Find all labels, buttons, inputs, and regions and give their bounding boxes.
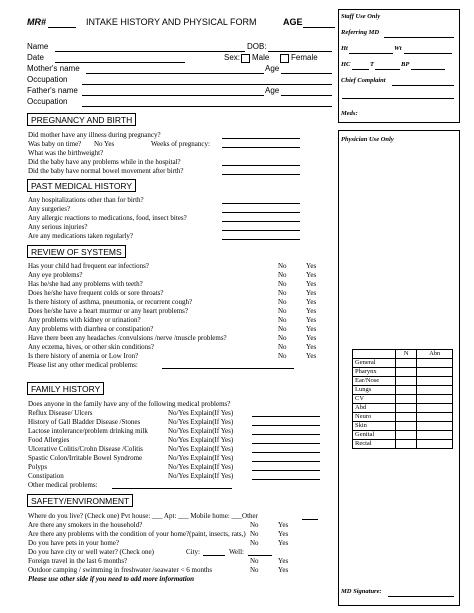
ros-heading: REVIEW OF SYSTEMS [27,245,126,258]
exam-abn-cell[interactable] [417,377,453,386]
ros-no-option[interactable]: No [278,271,287,279]
male-label: Male [252,53,270,62]
bp-field[interactable] [411,69,445,70]
exam-header-row [353,350,453,359]
safety-no-option[interactable]: No [250,539,259,547]
exam-row [353,359,453,368]
exam-n-cell[interactable] [396,386,417,395]
family-explain-field[interactable] [252,452,320,453]
safety-q3: Are there any problems with the condition of your home?(paint, insects, rats,) [28,530,246,538]
t-field[interactable] [375,69,400,70]
exam-header-abn: Abn [417,350,453,359]
ros-question: Is there history of asthma, pneumonia, or recurrent cough? [28,298,193,306]
safety-q6: Foreign travel in the last 6 months? [28,557,128,565]
family-explain-field[interactable] [252,470,320,471]
exam-row [353,377,453,386]
ros-other-label: Please list any other medical problems: [28,361,138,369]
father-age-field[interactable] [281,95,332,96]
exam-row [353,440,453,449]
safety-no-option[interactable]: No [250,530,259,538]
date-field[interactable] [55,62,185,63]
safety-yes-option[interactable]: Yes [278,557,289,565]
family-item-label: Polyps [28,463,48,471]
ros-question: Any eye problems? [28,271,83,279]
exam-abn-cell[interactable] [417,395,453,404]
family-explain-field[interactable] [252,443,320,444]
exam-n-cell[interactable] [396,377,417,386]
staff-use-box [338,9,460,123]
mother-occupation-field[interactable] [82,84,332,85]
family-item-label: Food Allergies [28,436,70,444]
pmh-q5-field[interactable] [222,239,300,240]
ros-yes-option[interactable]: Yes [306,343,317,351]
pregnancy-weeks-field[interactable] [222,147,300,148]
exam-abn-cell[interactable] [417,431,453,440]
date-label: Date [27,53,44,62]
pmh-q4-field[interactable] [222,230,300,231]
exam-row-label: Rectal [353,440,396,449]
father-age-label: Age [265,86,280,95]
pregnancy-q3: What was the birthweight? [28,149,104,157]
pregnancy-weeks-label: Weeks of pregnancy: [151,140,210,148]
family-explain-field[interactable] [252,479,320,480]
exam-n-cell[interactable] [396,404,417,413]
exam-row [353,395,453,404]
safety-no-option[interactable]: No [250,557,259,565]
ros-yes-option[interactable]: Yes [306,352,317,360]
referring-md-label: Referring MD [341,29,380,36]
female-checkbox[interactable] [280,54,289,63]
safety-q4: Do you have pets in your home? [28,539,119,547]
exam-row-label: Genital [353,431,396,440]
family-explain-field[interactable] [252,434,320,435]
ros-yes-option[interactable]: Yes [306,271,317,279]
meds-label: Meds: [341,110,358,117]
ros-no-option[interactable]: No [278,343,287,351]
pregnancy-q2-options[interactable]: No Yes [94,140,115,148]
md-signature-label: MD Signature: [341,588,382,595]
exam-n-cell[interactable] [396,395,417,404]
family-explain-field[interactable] [252,461,320,462]
dob-label: DOB: [247,42,267,51]
sex-label: Sex: [224,53,241,62]
ros-no-option[interactable]: No [278,352,287,360]
safety-yes-option[interactable]: Yes [278,539,289,547]
exam-abn-cell[interactable] [417,404,453,413]
safety-no-option[interactable]: No [250,521,259,529]
t-label: T [370,61,374,68]
wt-label: Wt [394,45,402,52]
family-item-label: Reflux Disease/ Ulcers [28,409,93,417]
ros-no-option[interactable]: No [278,298,287,306]
form-title: INTAKE HISTORY AND PHYSICAL FORM [86,17,257,27]
safety-q7: Outdoor camping / swimming in freshwater /seawater < 6 months [28,566,213,574]
footer-note: Please use other side if you need to add more information [28,575,195,583]
mr-field[interactable] [48,27,76,28]
father-occupation-field[interactable] [82,106,332,107]
safety-city-field[interactable] [203,555,225,556]
age-field[interactable] [303,27,335,28]
ros-question: Any problems with diarrhea or constipation? [28,325,154,333]
pmh-q1-field[interactable] [222,203,300,204]
family-heading: FAMILY HISTORY [27,382,104,395]
exam-abn-cell[interactable] [417,440,453,449]
wt-field[interactable] [404,53,452,54]
safety-other-field[interactable] [302,519,318,520]
pmh-q2: Any surgeries? [28,205,71,213]
pregnancy-q5: Did the baby have normal bowel movement after birth? [28,167,184,175]
ros-no-option[interactable]: No [278,316,287,324]
mothers-name-field[interactable] [86,73,264,74]
pmh-q1: Any hospitalizations other than for birth? [28,196,144,204]
ros-no-option[interactable]: No [278,307,287,315]
pmh-q2-field[interactable] [222,212,300,213]
dob-field[interactable] [268,51,332,52]
family-intro: Does anyone in the family have any of the following medical problems? [28,400,231,408]
ros-yes-option[interactable]: Yes [306,325,317,333]
ros-yes-option[interactable]: Yes [306,262,317,270]
exam-n-cell[interactable] [396,368,417,377]
pmh-q4: Any serious injuries? [28,223,88,231]
family-item-label: Ulcerative Colitis/Crohn Disease /Colitis [28,445,143,453]
safety-well-field[interactable] [248,555,272,556]
exam-row-label: Abd [353,404,396,413]
exam-abn-cell[interactable] [417,359,453,368]
ros-question: Has your child had frequent ear infections? [28,262,149,270]
family-item-answer[interactable]: No/Yes Explain(If Yes) [168,463,234,471]
exam-row [353,386,453,395]
family-item-label: Lactose intolerance/problem drinking milk [28,427,148,435]
name-label: Name [27,42,49,51]
ros-no-option[interactable]: No [278,334,287,342]
exam-header-blank [353,350,396,359]
ht-field[interactable] [349,53,393,54]
family-item-answer[interactable]: No/Yes Explain(If Yes) [168,418,234,426]
pmh-heading: PAST MEDICAL HISTORY [27,179,136,192]
exam-row-label: Lungs [353,386,396,395]
ros-yes-option[interactable]: Yes [306,316,317,324]
family-item-answer[interactable]: No/Yes Explain(If Yes) [168,472,234,480]
mother-age-field[interactable] [281,73,332,74]
safety-well-label: Well: [229,548,244,556]
ros-yes-option[interactable]: Yes [306,289,317,297]
safety-heading: SAFETY/ENVIRONMENT [27,494,133,507]
exam-row [353,368,453,377]
safety-yes-option[interactable]: Yes [278,566,289,574]
fathers-name-label: Father's name [27,86,78,95]
exam-n-cell[interactable] [396,413,417,422]
exam-n-cell[interactable] [396,359,417,368]
ros-yes-option[interactable]: Yes [306,280,317,288]
ros-question: Does he/she have frequent colds or sore throats? [28,289,164,297]
ros-question: Any problems with kidney or urination? [28,316,141,324]
ros-no-option[interactable]: No [278,280,287,288]
safety-yes-option[interactable]: Yes [278,530,289,538]
mr-label: MR# [27,17,47,27]
safety-no-option[interactable]: No [250,566,259,574]
ros-no-option[interactable]: No [278,262,287,270]
exam-row [353,422,453,431]
family-item-label: History of Gall Bladder Disease /Stones [28,418,141,426]
family-other-field[interactable] [112,488,232,489]
male-checkbox[interactable] [241,54,250,63]
ros-no-option[interactable]: No [278,325,287,333]
exam-n-cell[interactable] [396,440,417,449]
exam-row [353,404,453,413]
mother-age-label: Age [265,64,280,73]
exam-n-cell[interactable] [396,422,417,431]
name-field[interactable] [55,51,245,52]
exam-row-label: Skin [353,422,396,431]
ros-question: Any eczema, hives, or other skin conditions? [28,343,154,351]
chief-complaint-label: Chief Complaint [341,77,386,84]
exam-n-cell[interactable] [396,431,417,440]
exam-row [353,413,453,422]
chief-complaint-field[interactable] [392,85,454,86]
ros-no-option[interactable]: No [278,289,287,297]
family-item-answer[interactable]: No/Yes Explain(If Yes) [168,427,234,435]
exam-header-n: N [396,350,417,359]
pregnancy-q1: Did mother have any illness during pregnancy? [28,131,161,139]
md-signature-field[interactable] [388,596,454,597]
safety-q1: Where do you live? (Check one) Pvt house: ___ Apt: ___ Mobile home: ___Other [28,512,258,520]
pmh-q5: Are any medications taken regularly? [28,232,133,240]
exam-row-label: Pharynx [353,368,396,377]
ros-question: Does he/she have a heart murmur or any heart problems? [28,307,188,315]
safety-city-label: City: [186,548,201,556]
chief-complaint-line-2[interactable] [342,98,454,99]
age-label: AGE [283,17,303,27]
mother-occupation-label: Occupation [27,75,68,84]
family-item-label: Constipation [28,472,64,480]
exam-abn-cell[interactable] [417,368,453,377]
staff-use-title: Staff Use Only [341,13,381,20]
family-item-answer[interactable]: No/Yes Explain(If Yes) [168,445,234,453]
ht-label: Ht [341,45,348,52]
exam-row-label: Neuro [353,413,396,422]
pregnancy-q1-field[interactable] [222,138,300,139]
fathers-name-field[interactable] [82,95,264,96]
pmh-q3-field[interactable] [222,221,300,222]
exam-table [352,349,453,449]
ros-other-field[interactable] [162,368,294,369]
family-other-label: Other medical problems: [28,481,98,489]
safety-q5: Do you have city or well water? (Check one) [28,548,154,556]
family-explain-field[interactable] [252,425,320,426]
hc-label: HC [341,61,351,68]
exam-row-label: CV [353,395,396,404]
hc-field[interactable] [352,69,369,70]
exam-row-label: Ear/Nose [353,377,396,386]
safety-q2: Are there any smokers in the household? [28,521,143,529]
ros-question: Has he/she had any problems with teeth? [28,280,143,288]
pregnancy-heading: PREGNANCY AND BIRTH [27,113,136,126]
bp-label: BP [401,61,410,68]
pregnancy-q5-field[interactable] [222,174,300,175]
father-occupation-label: Occupation [27,97,68,106]
family-item-answer[interactable]: No/Yes Explain(If Yes) [168,436,234,444]
referring-md-field[interactable] [384,37,454,38]
exam-abn-cell[interactable] [417,422,453,431]
ros-yes-option[interactable]: Yes [306,298,317,306]
ros-yes-option[interactable]: Yes [306,334,317,342]
female-label: Female [291,53,318,62]
exam-abn-cell[interactable] [417,413,453,422]
pmh-q3: Any allergic reactions to medications, food, insect bites? [28,214,187,222]
ros-question: Have there been any headaches /convulsions /nerve /muscle problems? [28,334,227,342]
exam-abn-cell[interactable] [417,386,453,395]
ros-yes-option[interactable]: Yes [306,307,317,315]
family-item-answer[interactable]: No/Yes Explain(If Yes) [168,454,234,462]
pregnancy-q2: Was baby on time? [28,140,82,148]
pregnancy-q4-field[interactable] [222,165,300,166]
mothers-name-label: Mother's name [27,64,80,73]
safety-yes-option[interactable]: Yes [278,521,289,529]
ros-question: Is there history of anemia or Low Iron? [28,352,139,360]
exam-row-label: General [353,359,396,368]
family-item-label: Spastic Colon/Irritable Bowel Syndrome [28,454,143,462]
family-explain-field[interactable] [252,416,320,417]
physician-use-title: Physician Use Only [341,136,394,143]
pregnancy-q4: Did the baby have any problems while in the hospital? [28,158,181,166]
exam-row [353,431,453,440]
family-item-answer[interactable]: No/Yes Explain(If Yes) [168,409,234,417]
